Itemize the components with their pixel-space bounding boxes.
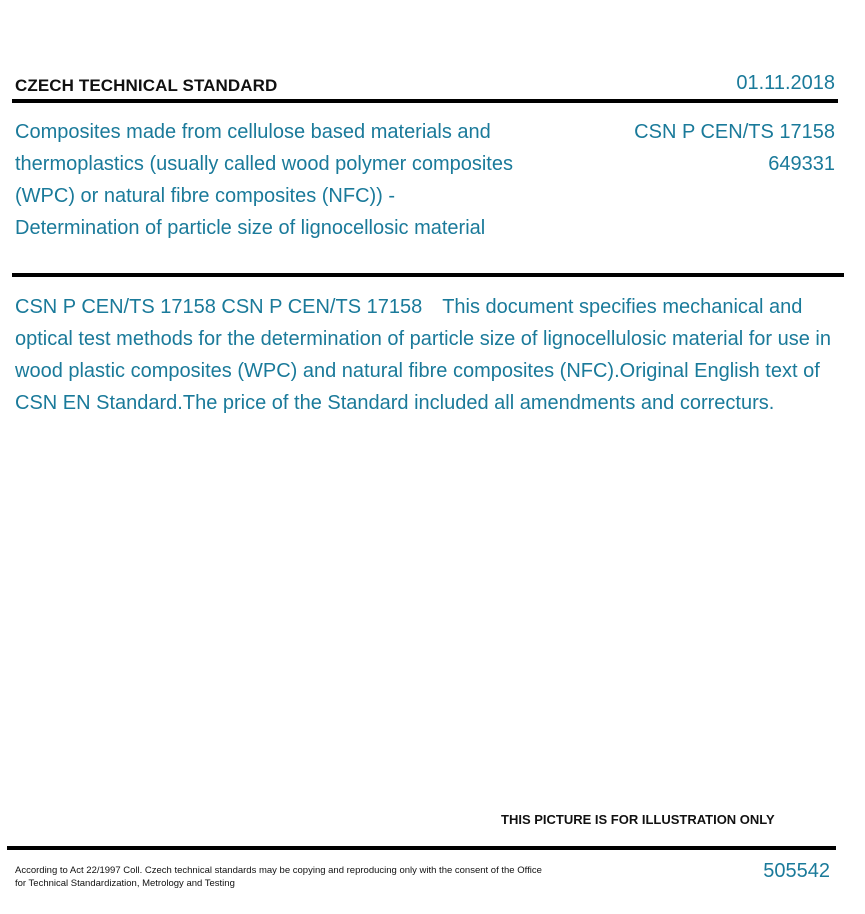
standard-codes: [634, 116, 835, 180]
legal-notice-line-2: for Technical Standardization, Metrology and Testing: [15, 878, 235, 889]
description-text: This document specifies mechanical and optical test methods for the determination of particle size of lignocellulosic material for use in wood plastic composites (WPC) and natural fibre composites (NFC).Original English text of CSN EN Standard.The price of the Standard included all amendments and correcturs.: [15, 296, 831, 414]
illustration-notice: THIS PICTURE IS FOR ILLUSTRATION ONLY: [501, 812, 775, 827]
document-number: 505542: [763, 860, 830, 882]
document-type-label: CZECH TECHNICAL STANDARD: [15, 76, 278, 95]
header-divider: [12, 99, 838, 103]
legal-notice: [15, 864, 585, 890]
title-divider: [12, 273, 844, 277]
publication-date: 01.11.2018: [736, 72, 835, 94]
standard-title: Composites made from cellulose based materials and thermoplastics (usually called wood polymer composites (WPC) or natural fibre composites (NFC)) - Determination of particle size of lignocellosic material: [15, 121, 513, 239]
standard-code: CSN P CEN/TS 17158: [634, 121, 835, 143]
footer-divider: [7, 846, 836, 850]
description-codes: CSN P CEN/TS 17158 CSN P CEN/TS 17158: [15, 296, 423, 318]
standard-description: [15, 291, 835, 419]
legal-notice-line-1: According to Act 22/1997 Coll. Czech technical standards may be copying and reproducing only with the consent of the Office: [15, 865, 542, 876]
catalog-number: 649331: [768, 153, 835, 175]
